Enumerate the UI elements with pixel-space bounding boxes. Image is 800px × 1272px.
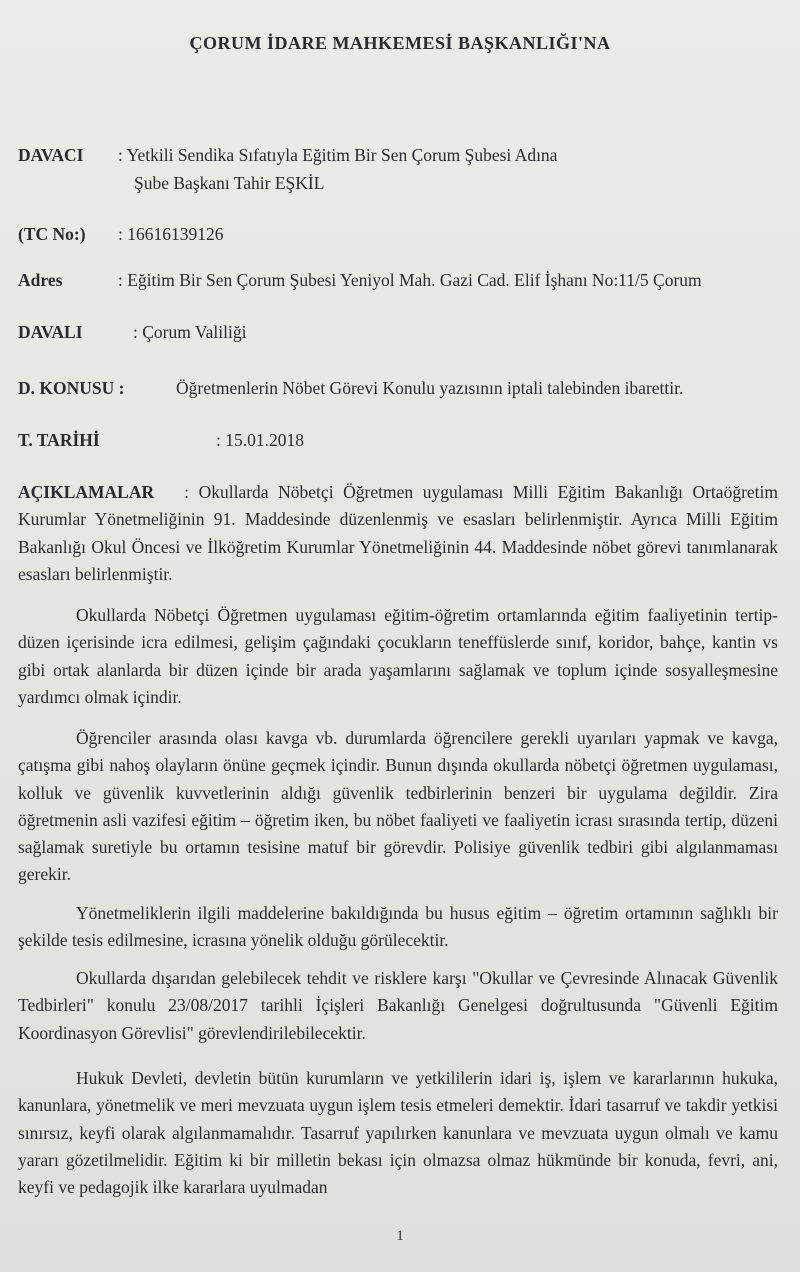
body-paragraph-5: Hukuk Devleti, devletin bütün kurumların ve yetkililerin idari iş, işlem ve kararlarının hukuka, kanunlara, yönetmelik ve meri mevzuata uygun işlem tesis etmeleri demektir. İdari tasarruf ve takdir yetkisi sınırsız, keyfi olarak algılanmamalıdır. Tasarruf yapılırken kanunlara ve mevzuata uygun olmalı ve kamu yararı gözetilmelidir. Eğitim ki bir milletin bekası için olmazsa olmaz hükmünde bir konuda, fevri, ani, keyfi ve pedagojik ilke kararlara uyulmadan bbox=[18, 1068, 778, 1198]
date-field bbox=[18, 426, 780, 456]
defendant-field bbox=[18, 318, 780, 348]
address-label: Adres bbox=[18, 270, 63, 290]
tc-field bbox=[18, 220, 780, 250]
plaintiff-field bbox=[18, 141, 780, 201]
plaintiff-value bbox=[118, 141, 557, 197]
body-paragraph-2: Öğrenciler arasında olası kavga vb. durumlarda öğrencilere gerekli uyarıları yapmak ve kavga, çatışma gibi nahoş olayların önüne geçmek içindir. Bunun dışında okullarda nöbetçi öğretmen uygulaması, kolluk ve güvenlik kuvvetlerinin aldığı güvenlik tedbirlerinin benzeri bir uygulama değildir. Zira öğretmenin asli vazifesi eğitim – öğretim iken, bu nöbet faaliyeti ve faaliyetin icrası sırasında tertip, düzeni sağlamak suretiyle bu ortamın tesisine matuf bir görevdir. Polisiye güvenlik tedbiri gibi algılanmaması gerekir. bbox=[18, 728, 778, 885]
subject-field bbox=[18, 374, 780, 404]
date-value: : 15.01.2018 bbox=[216, 430, 304, 450]
date-label: T. TARİHİ bbox=[18, 430, 100, 450]
page-number: 1 bbox=[396, 1228, 404, 1244]
explanations-label: AÇIKLAMALAR bbox=[18, 482, 155, 502]
plaintiff-value-line2: Şube Başkanı Tahir EŞKİL bbox=[134, 173, 325, 193]
subject-value: Öğretmenlerin Nöbet Görevi Konulu yazısının iptali talebinden ibarettir. bbox=[176, 378, 684, 398]
explanations-paragraph bbox=[18, 479, 778, 588]
defendant-value: : Çorum Valiliği bbox=[133, 322, 247, 342]
body-paragraph-4: Okullarda dışarıdan gelebilecek tehdit ve risklere karşı "Okullar ve Çevresinde Alınacak Güvenlik Tedbirleri" konulu 23/08/2017 tarihli İçişleri Bakanlığı Genelgesi doğrultusunda "Güvenli Eğitim Koordinasyon Görevlisi" görevlendirilebilecektir. bbox=[18, 968, 778, 1043]
document-title: ÇORUM İDARE MAHKEMESİ BAŞKANLIĞI'NA bbox=[189, 33, 611, 53]
explanations-text: : Okullarda Nöbetçi Öğretmen uygulaması Milli Eğitim Bakanlığı Ortaöğretim Kurumlar Yönetmeliğinin 91. Maddesinde düzenlenmiş ve esasları belirlenmiştir. Ayrıca Milli Eğitim Bakanlığı Okul Öncesi ve İlköğretim Kurumlar Yönetmeliğinin 44. Maddesinde nöbet görevi tanımlanarak esasları belirlenmiştir. bbox=[18, 482, 778, 584]
defendant-label: DAVALI bbox=[18, 322, 83, 342]
body-paragraph-1: Okullarda Nöbetçi Öğretmen uygulaması eğitim-öğretim ortamlarında eğitim faaliyetinin tertip-düzen içerisinde icra edilmesi, gelişim çağındaki çocukların teneffüslerde sınıf, koridor, bahçe, kantin vs gibi ortak alanlarda bir düzen içinde bir arada yaşamlarını sağlamak ve toplum içinde sosyalleşmesine yardımcı olmak içindir. bbox=[18, 605, 778, 707]
address-field bbox=[18, 266, 780, 296]
tc-label: (TC No:) bbox=[18, 224, 86, 244]
body-paragraph-3: Yönetmeliklerin ilgili maddelerine bakıldığında bu husus eğitim – öğretim ortamının sağlıklı bir şekilde tesis edilmesine, icrasına yönelik olduğu görülecektir. bbox=[18, 903, 778, 951]
plaintiff-label: DAVACI bbox=[18, 145, 84, 165]
plaintiff-value-line1: : Yetkili Sendika Sıfatıyla Eğitim Bir Sen Çorum Şubesi Adına bbox=[118, 145, 558, 165]
address-value: : Eğitim Bir Sen Çorum Şubesi Yeniyol Mah. Gazi Cad. Elif İşhanı No:11/5 Çorum bbox=[118, 270, 702, 290]
tc-value: : 16616139126 bbox=[118, 224, 224, 244]
subject-label: D. KONUSU : bbox=[18, 378, 125, 398]
